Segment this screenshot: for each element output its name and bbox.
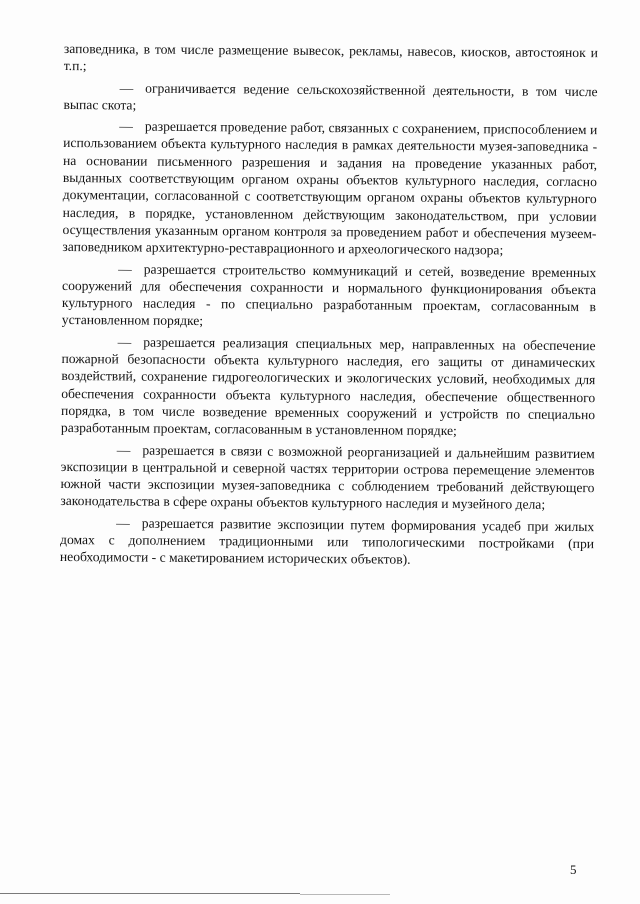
list-item-exposition-relocation	[60, 441, 595, 514]
list-item-works	[62, 117, 597, 260]
scan-edge-line-faint	[300, 894, 390, 895]
dash-marker: —	[117, 334, 132, 350]
paragraph-text: разрешается в связи с возможной реорганизацией и дальнейшим развитием экспозиции в центральной и северной частях территории острова перемещение элементов южной части экспозиции музея-заповедника с соблюдением требований действующего законодательства в сфере охраны объектов культурного наследия и музейного дела;	[60, 442, 595, 513]
paragraph-text: разрешается проведение работ, связанных с сохранением, приспособлением и использованием объекта культурного наследия в рамках деятельности музея-заповедника - на основании письменного разрешения и задания на проведение указанных работ, выданных соответствующим органом охраны объектов культурного наследия, согласно документации, согласованной с соответствующим органом охраны объектов культурного наследия, в порядке, установленном действующим законодательством, при условии осуществления указанным органом контроля за проведением работ и обеспечения музеем-заповедником архитектурно-реставрационного и археологического надзора;	[62, 118, 598, 258]
paragraph-text: ограничивается ведение сельскохозяйственной деятельности, в том числе выпас скота;	[63, 80, 598, 113]
scan-edge-line	[0, 893, 300, 894]
paragraph-continuation	[64, 40, 598, 79]
list-item-agriculture	[63, 79, 597, 118]
list-item-exposition-development	[60, 514, 594, 570]
list-item-construction	[62, 260, 597, 333]
dash-marker: —	[116, 515, 130, 531]
dash-marker: —	[116, 441, 131, 458]
page-number: 5	[570, 862, 577, 877]
dash-marker: —	[118, 260, 132, 277]
paragraph-text: разрешается строительство коммуникаций и сетей, возведение временных сооружений для обеспечения сохранности и нормального функционирования объекта культурного наследия - по специально разработанным проектам, согласованным в установленном порядке;	[61, 261, 597, 329]
paragraph-text: разрешается развитие экспозиции путем формирования усадеб при жилых домах с дополнением традиционными или типологическими постройками (при необходимости - с макетированием исторических объектов).	[59, 515, 595, 568]
list-item-safety-measures	[61, 333, 596, 441]
paragraph-text: заповедника, в том числе размещение вывесок, рекламы, навесов, киосков, автостоянок и т.п.;	[63, 40, 598, 74]
document-body	[60, 40, 598, 574]
paragraph-text: разрешается реализация специальных мер, направленных на обеспечение пожарной безопасности объекта культурного наследия, его защиты от динамических воздействий, сохранение гидрогеологических и экологических условий, необходимых для обеспечения сохранности объекта культурного наследия, обеспечение общественного порядка, в том числе возведение временных сооружений и устройств по специально разработанным проектам, согласованным в установленном порядке;	[60, 334, 596, 439]
dash-marker: —	[119, 80, 134, 96]
dash-marker: —	[119, 118, 133, 134]
